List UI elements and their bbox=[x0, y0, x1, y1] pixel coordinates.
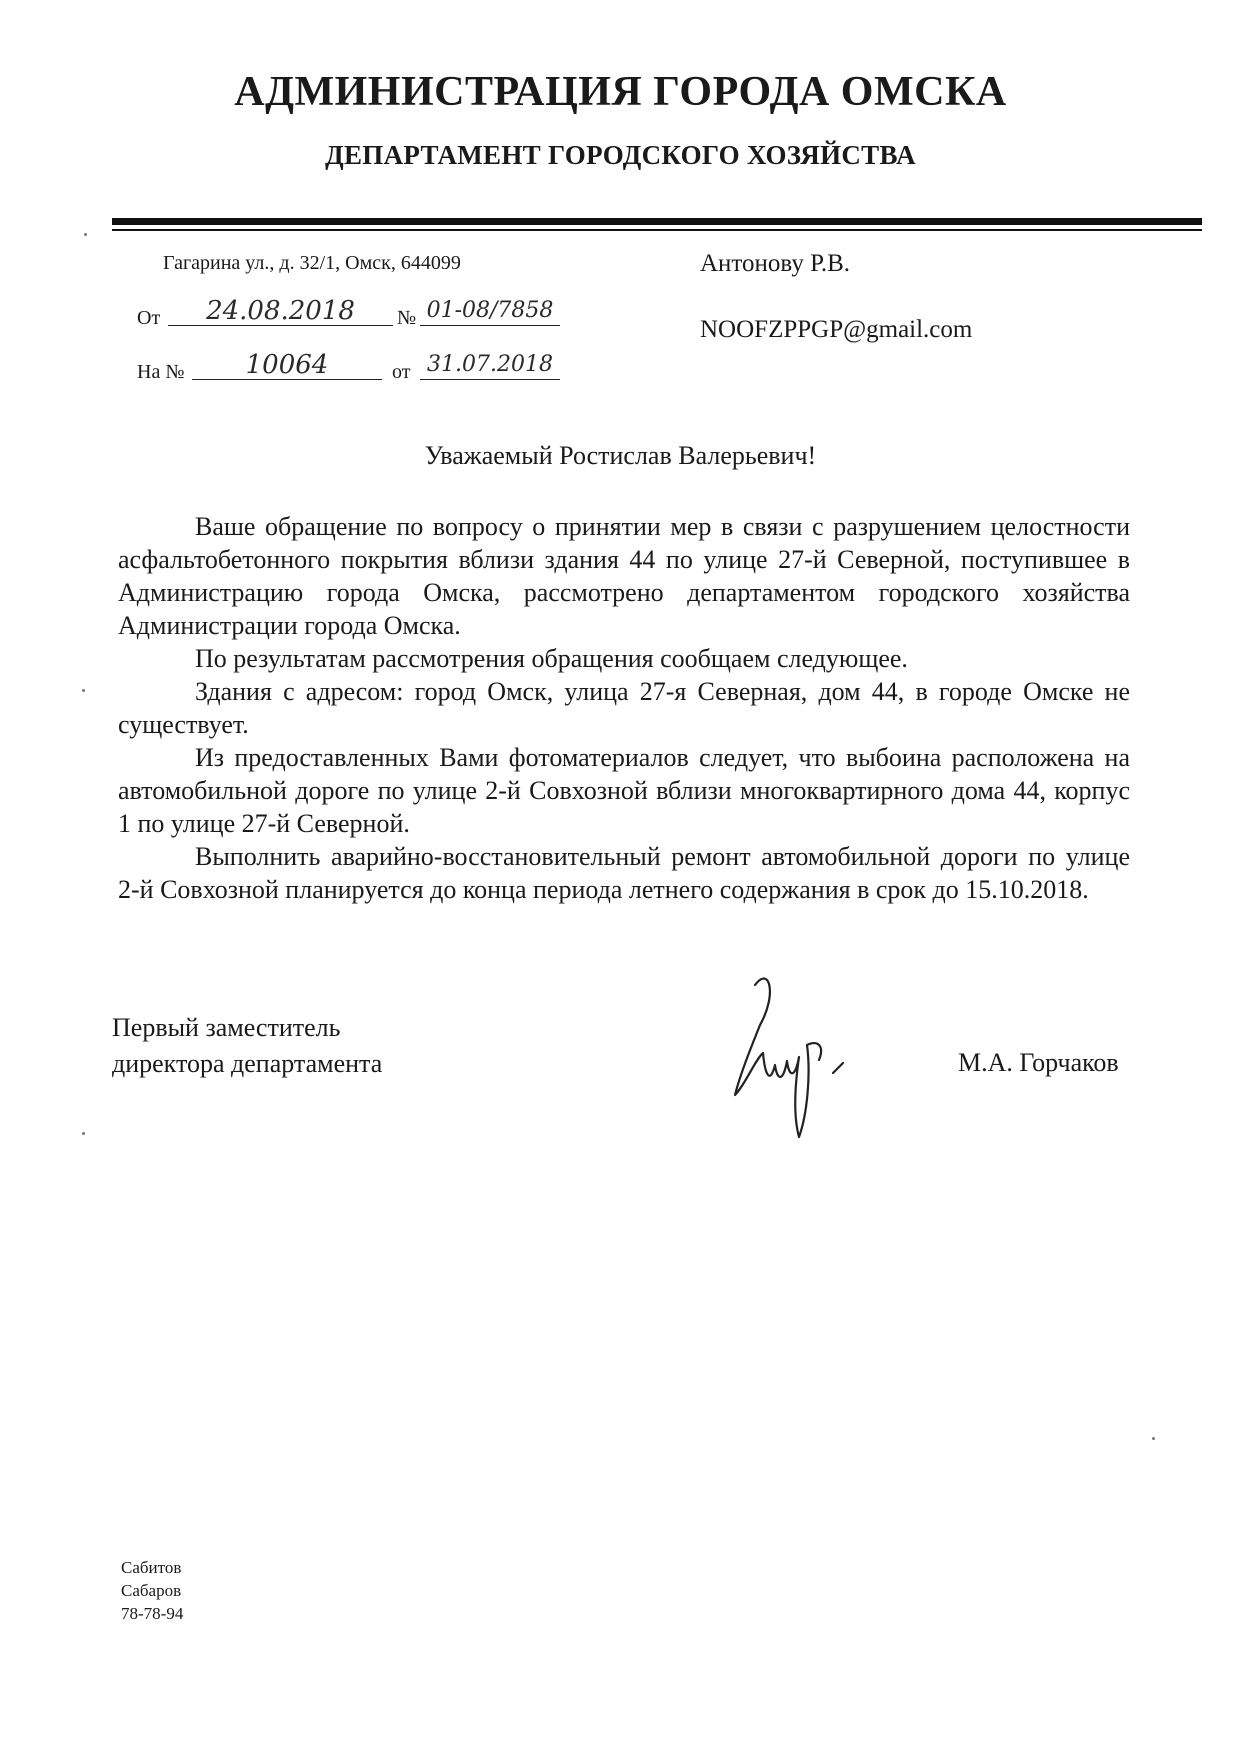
executor-line: Сабаров bbox=[121, 1581, 182, 1600]
signatory-title-line: директора департамента bbox=[112, 1049, 383, 1078]
executor-phone: 78-78-94 bbox=[121, 1604, 184, 1623]
body-paragraph: Выполнить аварийно-восстановительный ремонт автомобильной дороги по улице 2-й Совхозной планируется до конца периода летнего содержания в срок до 15.10.2018. bbox=[118, 842, 1130, 904]
scan-speck bbox=[84, 233, 87, 236]
recipient-name: Антонову Р.В. bbox=[700, 250, 851, 277]
scan-speck bbox=[1152, 1437, 1155, 1440]
body-paragraph: Ваше обращение по вопросу о принятии мер в связи с разрушением целостности асфальтобетонного покрытия вблизи здания 44 по улице 27-й Северной, поступившее в Администрацию города Омска, рассмотрено департаментом городского хозяйства Администрации города Омска. bbox=[118, 512, 1130, 640]
header-divider-thick bbox=[112, 218, 1202, 225]
date-label: От bbox=[137, 307, 161, 329]
outgoing-date: 24.08.2018 bbox=[168, 297, 393, 326]
outgoing-number: 01-08/7858 bbox=[420, 297, 560, 326]
scan-speck bbox=[82, 689, 85, 692]
letter-body bbox=[118, 510, 1130, 906]
body-paragraph: По результатам рассмотрения обращения сообщаем следующее. bbox=[195, 644, 908, 673]
reply-date-label: от bbox=[392, 361, 411, 383]
number-label: № bbox=[397, 307, 417, 329]
signatory-title-line: Первый заместитель bbox=[112, 1013, 341, 1042]
handwritten-signature bbox=[715, 965, 865, 1145]
salutation: Уважаемый Ростислав Валерьевич! bbox=[424, 441, 817, 470]
page-title: АДМИНИСТРАЦИЯ ГОРОДА ОМСКА bbox=[234, 69, 1007, 115]
signatory-name: М.А. Горчаков bbox=[958, 1048, 1119, 1077]
reply-date: 31.07.2018 bbox=[420, 351, 560, 380]
reply-number-label: На № bbox=[137, 361, 185, 383]
recipient-email: NOOFZPPGP@gmail.com bbox=[700, 316, 973, 343]
header-divider-thin bbox=[112, 229, 1202, 231]
body-paragraph: Из предоставленных Вами фотоматериалов следует, что выбоина расположена на автомобильной дороге по улице 2-й Совхозной вблизи многоквартирного дома 44, корпус 1 по улице 27-й Северной. bbox=[118, 743, 1130, 838]
signatory-title bbox=[112, 1010, 382, 1082]
body-paragraph: Здания с адресом: город Омск, улица 27-я Северная, дом 44, в городе Омске не существует. bbox=[118, 677, 1130, 739]
executor-line: Сабитов bbox=[121, 1558, 182, 1577]
sender-address: Гагарина ул., д. 32/1, Омск, 644099 bbox=[163, 252, 461, 274]
department-subtitle: ДЕПАРТАМЕНТ ГОРОДСКОГО ХОЗЯЙСТВА bbox=[325, 140, 916, 170]
reply-number: 10064 bbox=[192, 351, 382, 380]
scan-speck bbox=[82, 1132, 85, 1135]
executor-info bbox=[121, 1556, 183, 1625]
